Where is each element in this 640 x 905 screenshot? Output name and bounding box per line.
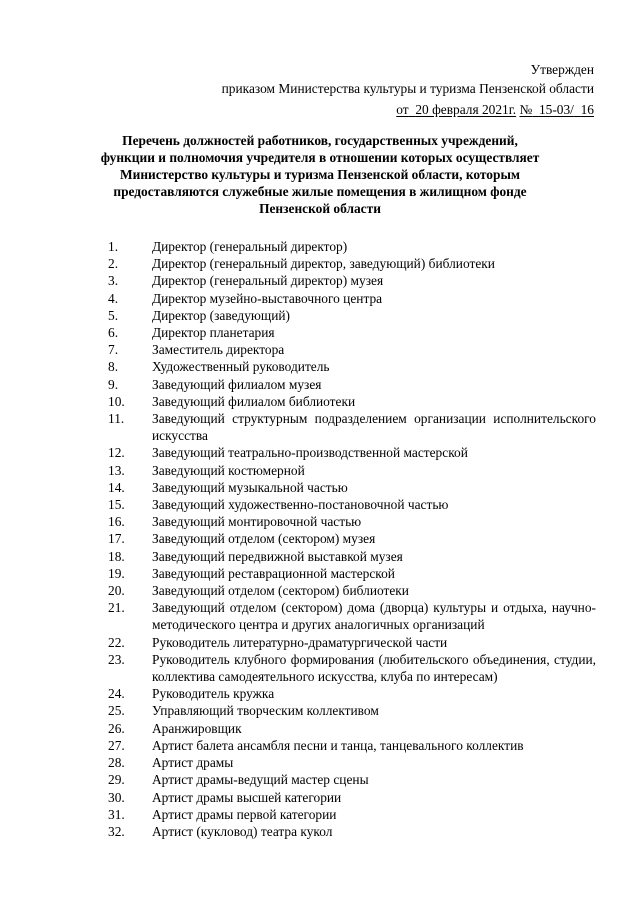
position-item (108, 634, 596, 651)
position-title: Заведующий структурным подразделением организации исполнительского искусства (152, 411, 596, 444)
position-number: 12. (108, 445, 125, 461)
position-item (108, 806, 596, 823)
position-title: Заведующий музыкальной частью (152, 479, 348, 495)
position-title: Заведующий костюмерной (152, 462, 305, 478)
position-number: 28. (108, 755, 125, 771)
position-item (108, 290, 596, 307)
position-item (108, 238, 596, 255)
position-number: 1. (108, 239, 119, 254)
order-date-field (396, 102, 516, 117)
position-number: 29. (108, 772, 125, 788)
position-item (108, 255, 596, 272)
position-title: Заместитель директора (152, 342, 285, 358)
position-title: Заведующий монтировочной частью (152, 514, 362, 530)
position-title: Руководитель литературно-драматургической части (152, 634, 448, 650)
position-number: 7. (108, 342, 119, 358)
position-item (108, 462, 596, 479)
position-number: 19. (108, 565, 125, 581)
position-number: 30. (108, 789, 125, 805)
position-title: Артист драмы высшей категории (152, 789, 342, 805)
position-item (108, 651, 596, 685)
position-number: 27. (108, 737, 125, 753)
order-number-label: № (519, 102, 533, 117)
position-item (108, 565, 596, 582)
title-line: Пензенской области (259, 201, 381, 216)
approval-block (222, 60, 594, 119)
position-title: Директор (генеральный директор) (152, 239, 348, 254)
position-item (108, 789, 596, 806)
position-item (108, 548, 596, 565)
position-title: Заведующий передвижной выставкой музея (152, 548, 403, 564)
position-title: Заведующий реставрационной мастерской (152, 565, 395, 581)
approval-order-reference (222, 100, 594, 119)
position-item (108, 376, 596, 393)
position-item (108, 272, 596, 289)
position-number: 16. (108, 514, 125, 530)
position-title: Директор (генеральный директор, заведующий) библиотеки (152, 256, 495, 272)
position-item (108, 479, 596, 496)
position-title: Заведующий отделом (сектором) дома (дворца) культуры и отдыха, научно-методического центра и других аналогичных организаций (152, 600, 596, 633)
position-number: 10. (108, 393, 125, 409)
position-number: 11. (108, 411, 125, 427)
position-item (108, 702, 596, 719)
position-number: 32. (108, 823, 125, 839)
order-date: 20 февраля 2021г. (415, 102, 517, 117)
position-item (108, 513, 596, 530)
position-number: 17. (108, 531, 125, 547)
position-number: 8. (108, 359, 119, 375)
position-number: 6. (108, 325, 119, 341)
position-number: 23. (108, 651, 125, 667)
position-item (108, 771, 596, 788)
order-number-suffix: 16 (580, 102, 594, 117)
position-number: 22. (108, 634, 125, 650)
positions-list (108, 238, 596, 840)
position-number: 3. (108, 273, 119, 289)
position-item (108, 754, 596, 771)
position-number: 24. (108, 686, 125, 702)
position-number: 18. (108, 548, 125, 564)
position-number: 5. (108, 307, 119, 323)
position-title: Заведующий филиалом музея (152, 376, 322, 392)
position-item (108, 341, 596, 358)
position-number: 2. (108, 256, 119, 272)
position-title: Аранжировщик (152, 720, 242, 736)
position-item (108, 530, 596, 547)
position-title: Художественный руководитель (152, 359, 330, 375)
position-item (108, 307, 596, 324)
position-item (108, 599, 596, 633)
position-number: 20. (108, 583, 125, 599)
approval-heading: Утвержден (530, 62, 594, 77)
position-number: 9. (108, 376, 119, 392)
position-number: 21. (108, 600, 125, 616)
position-item (108, 823, 596, 840)
position-title: Руководитель кружка (152, 686, 275, 702)
title-line: предоставляются служебные жилые помещения в жилищном фонде (113, 184, 527, 199)
position-title: Артист (кукловод) театра кукол (152, 823, 333, 839)
position-item (108, 737, 596, 754)
position-title: Заведующий отделом (сектором) музея (152, 531, 376, 547)
position-title: Директор (генеральный директор) музея (152, 273, 384, 289)
position-title: Директор планетария (152, 325, 275, 341)
position-title: Директор (заведующий) (152, 307, 290, 323)
position-number: 31. (108, 806, 125, 822)
position-title: Руководитель клубного формирования (любительского объединения, студии, коллектива самодеятельного искусства, клуба по интересам) (152, 651, 596, 685)
position-item (108, 410, 596, 444)
position-title: Управляющий творческим коллективом (152, 703, 379, 719)
position-title: Заведующий отделом (сектором) библиотеки (152, 583, 409, 599)
position-number: 4. (108, 290, 119, 306)
position-title: Артист балета ансамбля песни и танца, танцевального коллектив (152, 737, 524, 753)
position-title: Заведующий филиалом библиотеки (152, 393, 356, 409)
position-item (108, 720, 596, 737)
document-title (80, 132, 560, 217)
position-title: Заведующий художественно-постановочной частью (152, 497, 449, 513)
order-number: 15-03/ (538, 102, 574, 117)
position-title: Артист драмы (152, 755, 234, 771)
position-item (108, 324, 596, 341)
order-number-field (519, 102, 594, 117)
title-line: Перечень должностей работников, государственных учреждений, (122, 133, 518, 148)
position-title: Артист драмы-ведущий мастер сцены (152, 772, 369, 788)
position-title: Артист драмы первой категории (152, 806, 337, 822)
position-number: 26. (108, 720, 125, 736)
approval-order-description: приказом Министерства культуры и туризма Пензенской области (221, 81, 594, 96)
position-number: 25. (108, 703, 125, 719)
position-title: Заведующий театрально-производственной мастерской (152, 445, 468, 461)
position-item (108, 496, 596, 513)
position-title: Директор музейно-выставочного центра (152, 290, 383, 306)
position-item (108, 393, 596, 410)
position-item (108, 444, 596, 461)
title-line: Министерство культуры и туризма Пензенской области, которым (119, 167, 521, 182)
order-prefix: от (396, 102, 409, 117)
position-item (108, 358, 596, 375)
position-number: 14. (108, 479, 125, 495)
position-number: 13. (108, 462, 125, 478)
position-item (108, 582, 596, 599)
position-item (108, 685, 596, 702)
title-line: функции и полномочия учредителя в отношении которых осуществляет (100, 150, 540, 165)
position-number: 15. (108, 497, 125, 513)
